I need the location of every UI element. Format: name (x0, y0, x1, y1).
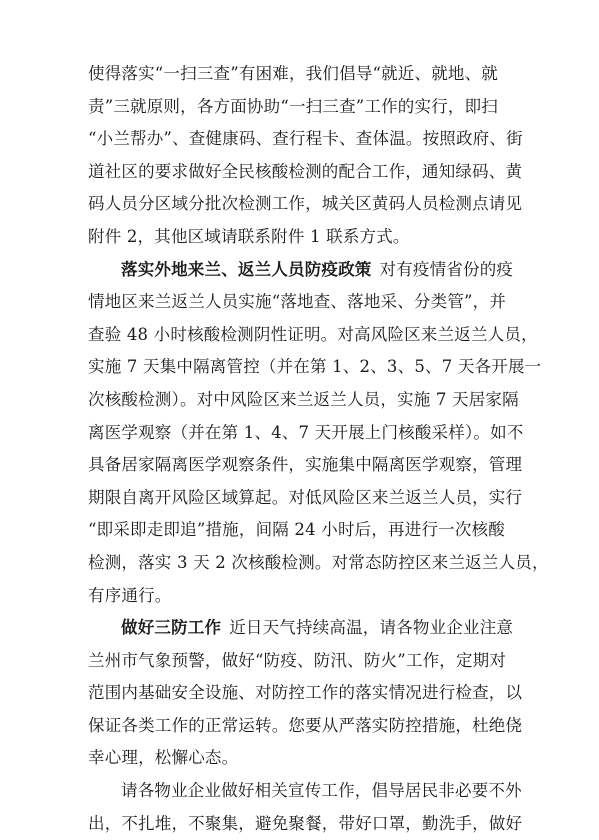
paragraph-3-line-3: 范围内基础安全设施、对防控工作的落实情况进行检查，以 (88, 683, 523, 703)
paragraph-3-line-5: 幸心理，松懈心态。 (88, 748, 239, 768)
paragraph-1-line-5: 码人员分区域分批次检测工作，城关区黄码人员检测点请见 (88, 194, 523, 214)
paragraph-2-line-1-text: 对有疫情省份的疫 (379, 259, 514, 279)
paragraph-3-line-4: 保证各类工作的正常运转。您要从严落实防控措施，杜绝侥 (88, 715, 523, 735)
paragraph-4-line-1: 请各物业企业做好相关宣传工作，倡导居民非必要不外 (121, 781, 522, 801)
paragraph-2-line-7: 具备居家隔离医学观察条件，实施集中隔离医学观察，管理 (88, 455, 523, 475)
paragraph-2-line-6: 离医学观察（并在第 1、4、7 天开展上门核酸采样）。如不 (88, 422, 524, 442)
document-body (88, 58, 549, 840)
paragraph-1-line-2: 责”三就原则，各方面协助“一扫三查”工作的实行，即扫 (88, 96, 499, 116)
section-heading-travel-policy: 落实外地来兰、返兰人员防疫政策 (121, 259, 372, 279)
paragraph-2-line-1 (88, 254, 528, 287)
section-heading-three-prevention: 做好三防工作 (121, 618, 222, 638)
paragraph-2-line-3: 查验 48 小时核酸检测阴性证明。对高风险区来兰返兰人员， (88, 324, 538, 344)
paragraph-1-line-6: 附件 2，其他区域请联系附件 1 联系方式。 (88, 226, 410, 246)
paragraph-4-line-2: 出，不扎堆，不聚集，避免聚餐，带好口罩，勤洗手，做好 (88, 813, 523, 833)
paragraph-3-line-1 (88, 612, 528, 645)
paragraph-1-line-1: 使得落实“一扫三查”有困难，我们倡导“就近、就地、就 (88, 64, 499, 83)
paragraph-2-line-5: 次核酸检测）。对中风险区来兰返兰人员，实施 7 天居家隔 (88, 389, 519, 409)
paragraph-2-line-8: 期限自离开风险区域算起。对低风险区来兰返兰人员，实行 (88, 487, 523, 507)
paragraph-3-line-2: 兰州市气象预警，做好“防疫、防汛、防火”工作，定期对 (88, 650, 507, 670)
paragraph-2-line-11: 有序通行。 (88, 585, 172, 605)
paragraph-1-line-4: 道社区的要求做好全民核酸检测的配合工作，通知绿码、黄 (88, 161, 523, 181)
paragraph-2-line-2: 情地区来兰返兰人员实施“落地查、落地采、分类管”，并 (88, 292, 507, 312)
paragraph-2-line-4: 实施 7 天集中隔离管控（并在第 1、2、3、5、7 天各开展一 (88, 357, 542, 377)
paragraph-3-line-1-text: 近日天气持续高温，请各物业企业注意 (229, 618, 514, 638)
paragraph-2-line-9: “即采即走即追”措施，间隔 24 小时后，再进行一次核酸 (88, 520, 505, 540)
paragraph-2-line-10: 检测，落实 3 天 2 次核酸检测。对常态防控区来兰返兰人员， (88, 552, 549, 572)
paragraph-1-line-3: “小兰帮办”、查健康码、查行程卡、查体温。按照政府、街 (88, 129, 523, 149)
